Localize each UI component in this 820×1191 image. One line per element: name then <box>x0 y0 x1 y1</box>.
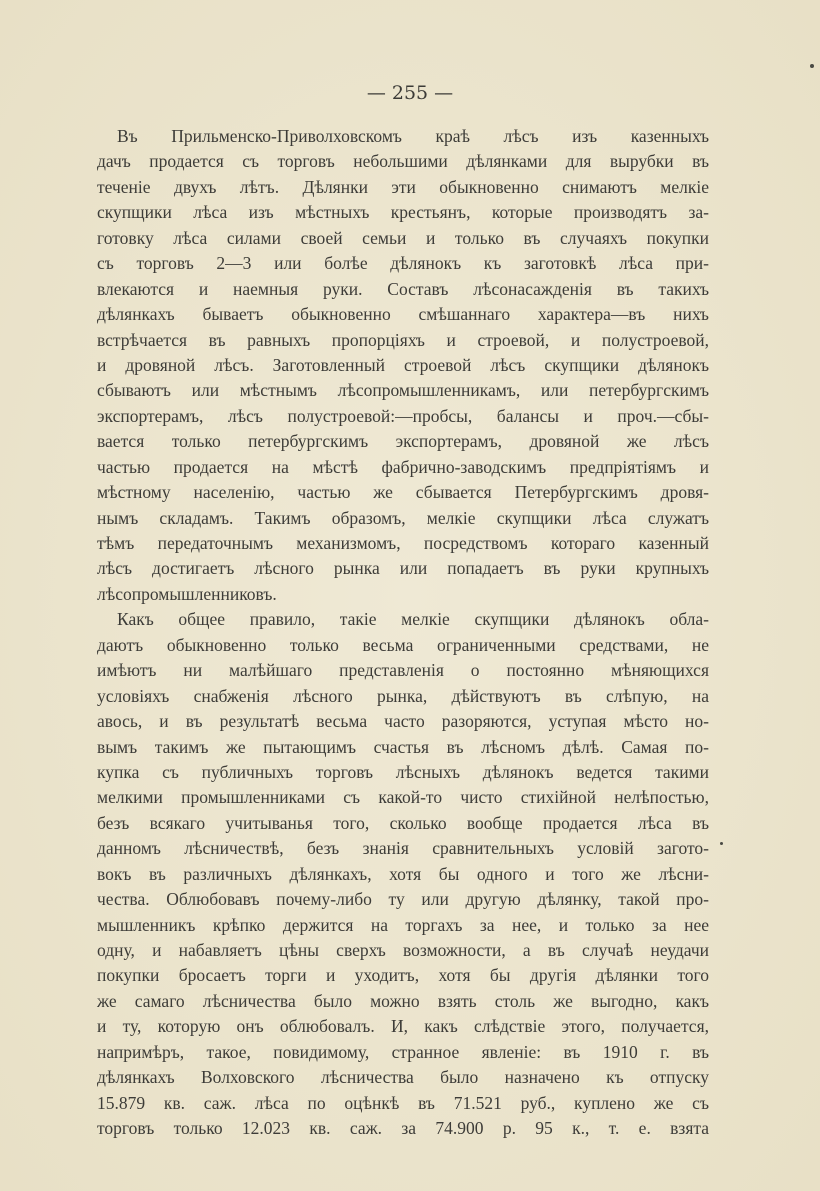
text-line: экспортерамъ, лѣсъ полустроевой:—пробсы, балансы и проч.—сбы- <box>97 405 709 426</box>
text-line: вается только петербургскимъ экспортерамъ, дровяной же лѣсъ <box>97 431 709 452</box>
text-line: даютъ обыкновенно только весьма ограниченными средствами, не <box>97 634 709 655</box>
paragraph <box>97 607 709 1141</box>
text-line: одну, и набавляетъ цѣны сверхъ возможности, а въ случаѣ неудачи <box>97 940 709 960</box>
text-line: частью продается на мѣстѣ фабрично-заводскимъ предпріятіямъ и <box>97 456 709 477</box>
text-line: напримѣръ, такое, повидимому, странное явленіе: въ 1910 г. въ <box>97 1041 709 1062</box>
text-line: покупки бросаетъ торги и уходитъ, хотя бы другія дѣлянки того <box>97 965 709 986</box>
scan-speck <box>810 64 814 68</box>
text-line: готовку лѣса силами своей семьи и только въ случаяхъ покупки <box>97 227 709 248</box>
text-line: лѣсъ достигаетъ лѣсного рынка или попадаетъ въ руки крупныхъ <box>97 558 709 579</box>
text-line: и дровяной лѣсъ. Заготовленный строевой лѣсъ скупщики дѣлянокъ <box>97 354 709 375</box>
paragraph <box>97 124 709 607</box>
text-line: имѣютъ ни малѣйшаго представленія о постоянно мѣняющихся <box>97 660 709 681</box>
text-line: съ торговъ 2—3 или болѣе дѣлянокъ къ заготовкѣ лѣса при- <box>97 253 709 274</box>
scan-speck <box>720 842 723 845</box>
text-line: сбываютъ или мѣстнымъ лѣсопромышленникамъ, или петербургскимъ <box>97 380 709 401</box>
text-line: влекаются и наемныя руки. Составъ лѣсонасажденія въ такихъ <box>97 278 709 299</box>
text-line: дѣлянкахъ Волховского лѣсничества было назначено къ отпуску <box>97 1067 709 1088</box>
text-line: дачъ продается съ торговъ небольшими дѣлянками для вырубки въ <box>97 151 709 172</box>
text-line: и ту, которую онъ облюбовалъ. И, какъ слѣдствіе этого, получается, <box>97 1016 709 1037</box>
text-line: Какъ общее правило, такіе мелкіе скупщики дѣлянокъ обла- <box>117 609 709 630</box>
text-line: встрѣчается въ равныхъ пропорціяхъ и строевой, и полустроевой, <box>97 329 709 350</box>
text-line: лѣсопромышленниковъ. <box>97 583 277 604</box>
body-text <box>97 124 709 1142</box>
text-line: же самаго лѣсничества было можно взять столь же выгодно, какъ <box>97 990 709 1011</box>
text-line: данномъ лѣсничествѣ, безъ знанія сравнительныхъ условій загото- <box>97 838 709 859</box>
text-line: скупщики лѣса изъ мѣстныхъ крестьянъ, которые производятъ за- <box>97 202 709 223</box>
text-line: 15.879 кв. саж. лѣса по оцѣнкѣ въ 71.521 руб., куплено же съ <box>97 1092 709 1113</box>
page-number: — 255 — <box>366 82 454 104</box>
text-line: вымъ такимъ же пытающимъ счастья въ лѣсномъ дѣлѣ. Самая по- <box>97 736 709 757</box>
text-line: тѣмъ передаточнымъ механизмомъ, посредствомъ котораго казенный <box>97 533 709 553</box>
text-line: чества. Облюбовавъ почему-либо ту или другую дѣлянку, такой про- <box>97 889 709 910</box>
text-line: дѣлянкахъ бываетъ обыкновенно смѣшаннаго характера—въ нихъ <box>97 304 709 325</box>
text-line: мѣстному населенію, частью же сбывается Петербургскимъ дровя- <box>97 482 709 503</box>
text-line: мышленникъ крѣпко держится на торгахъ за нее, и только за нее <box>97 914 709 935</box>
text-line: вокъ въ различныхъ дѣлянкахъ, хотя бы одного и того же лѣсни- <box>97 863 709 884</box>
text-line: условіяхъ снабженія лѣсного рынка, дѣйствуютъ въ слѣпую, на <box>97 685 709 706</box>
text-line: теченіе двухъ лѣтъ. Дѣлянки эти обыкновенно снимаютъ мелкіе <box>97 176 709 197</box>
text-line: безъ всякаго учитыванья того, сколько вообще продается лѣса въ <box>97 812 709 833</box>
text-line: мелкими промышленниками съ какой-то чисто стихійной нелѣпостью, <box>97 787 709 808</box>
text-line: авось, и въ результатѣ весьма часто разоряются, уступая мѣсто но- <box>97 711 709 732</box>
text-line: Въ Прильменско-Приволховскомъ краѣ лѣсъ изъ казенныхъ <box>117 126 709 146</box>
text-line: купка съ публичныхъ торговъ лѣсныхъ дѣлянокъ ведется такими <box>97 761 709 782</box>
text-line: нымъ складамъ. Такимъ образомъ, мелкіе скупщики лѣса служатъ <box>97 507 709 528</box>
text-line: торговъ только 12.023 кв. саж. за 74.900 р. 95 к., т. е. взята <box>97 1118 709 1139</box>
